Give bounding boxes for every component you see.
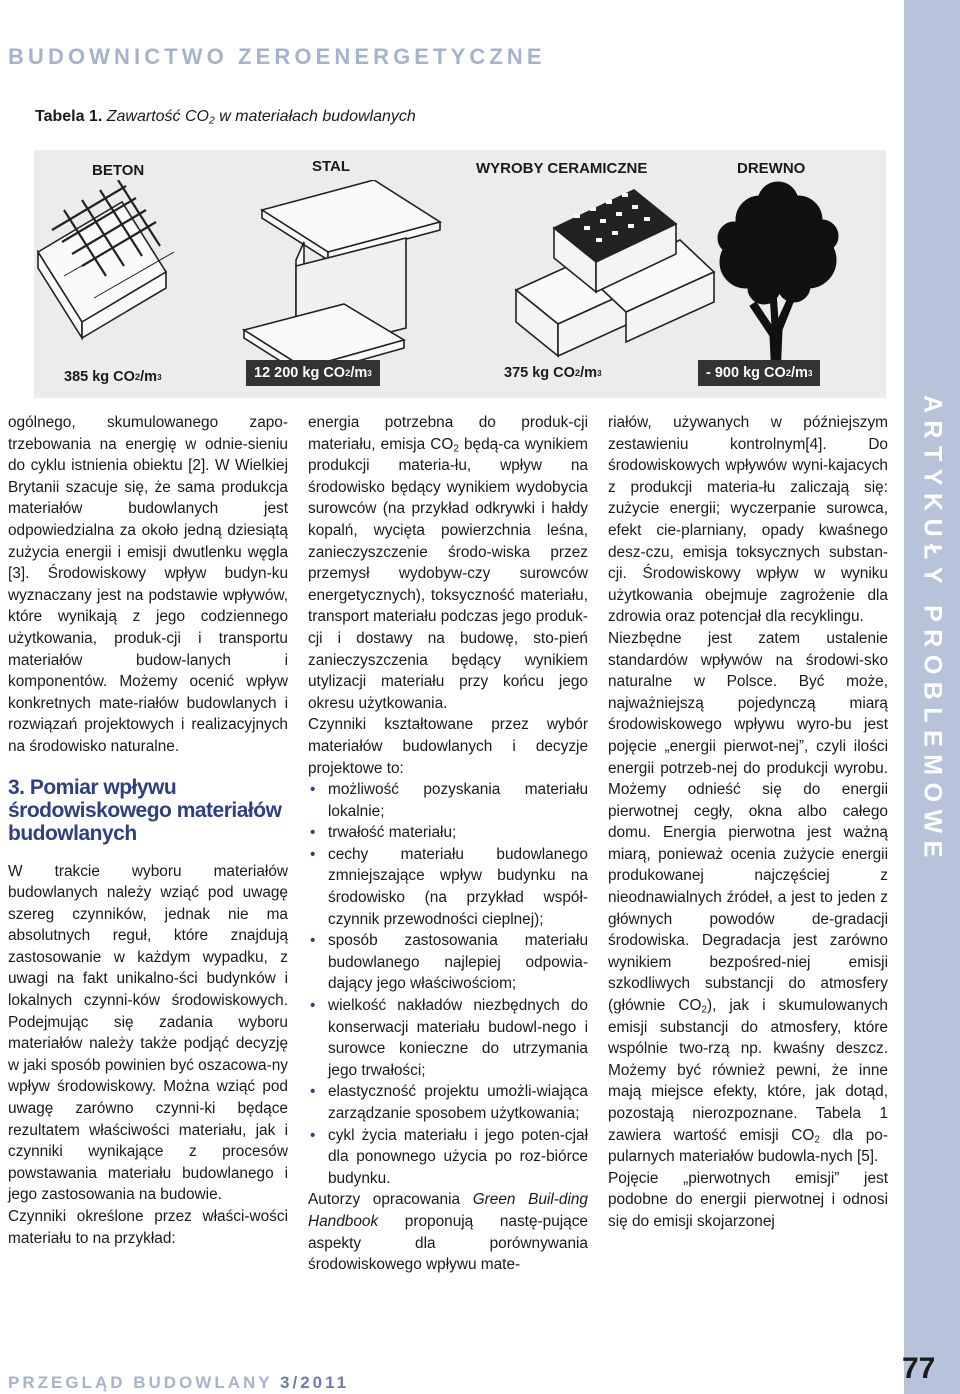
paragraph: Czynniki określone przez właści-wości materiału to na przykład:	[8, 1208, 288, 1247]
magazine-name: PRZEGLĄD BUDOWLANY	[8, 1373, 273, 1392]
section-heading: 3. Pomiar wpływu środowiskowego materiałów budowlanych	[8, 775, 282, 845]
text-column-3	[608, 412, 888, 1233]
ceramic-blocks-drawing	[516, 190, 714, 356]
list-item: • możliwość pozyskania materiału lokalnie;	[308, 779, 588, 822]
factor-list	[308, 779, 588, 1189]
steel-beam-drawing	[244, 180, 440, 376]
figure-value-stal: 12 200 kg CO 2 /m 3	[246, 360, 380, 386]
table-caption-text: Zawartość $CO_2$ w materiałach budowlanych	[106, 108, 416, 127]
paragraph: W trakcie wyboru materiałów budowlanych należy wziąć pod uwagę szereg czynników, jednak nie ma absolutnych reguł, które znajdują zastosowanie w każdym wypadku, z uwagi na fakt unikalno-ści budynków i lokalnych czynni-ków środowiskowych. Podejmując się zadania wyboru materiałów należy także podjąć decyzję w jaki sposób powinien być oszacowa-ny wpływ środowiskowy. Można wziąć pod uwagę zarówno czynni-ki będące rezultatem właściwości materiału, jak i czynniki wynikające z procesów powstawania materiału budowlanego i jego zastosowania na budowie.	[8, 862, 288, 1204]
paragraph: Niezbędne jest zatem ustalenie standardów wpływów na środowi-sko naturalne w Polsce. Być może, najważniejszą pojedynczą miarą środowiskowego wpływu wyro-bu jest pojęcie „energii pierwot-nej”, czyli ilości energii potrzeb-nej do produkcji wyrobu. Możemy odnieść się do energii pierwotnej cegły, okna albo całego domu. Energia pierwotna jest ważną miarą, ponieważ ocenia zużycie energii produkowanej najczęściej z nieodnawialnych źródeł, a jest to jeden z głównych powodów de-gradacji środowiska. Degradacja jest zarówno wynikiem bezpośred-niej emisji szkodliwych substancji do atmosfery (głównie $CO_2$), jak i skumulowanych emisji substancji do atmosfery, które wspólnie two-rzą np. kwaśny deszcz. Możemy być również pewni, że inne mają miejsce efekty, które, jak dotąd, pozostają nierozpoznane. Tabela 1 zawiera wartość emisji $CO_2$ dla po-pularnych materiałów budowla-nych [5].	[608, 629, 888, 1166]
figure-heading-drewno: DREWNO	[737, 160, 806, 177]
section-label: ARTYKUŁY PROBLEMOWE	[918, 395, 947, 865]
figure-value-beton: 385 kg CO 2 /m 3	[64, 369, 162, 385]
list-item: • wielkość nakładów niezbędnych do konserwacji materiału budowl-nego i surowce konieczne do utrzymania jego trwałości;	[308, 995, 588, 1081]
materials-illustration	[34, 180, 886, 380]
table-caption	[35, 108, 416, 126]
table-label: Tabela 1.	[35, 108, 103, 125]
figure-value-drewno: - 900 kg CO 2 /m 3	[698, 360, 820, 386]
running-header: BUDOWNICTWO ZEROENERGETYCZNE	[8, 44, 546, 69]
list-item: • cykl życia materiału i jego poten-cjał dla ponownego użycia po roz-biórce budynku.	[308, 1125, 588, 1190]
issue-number: 3/2011	[280, 1373, 350, 1392]
tree-drawing	[718, 182, 838, 378]
list-item: • sposób zastosowania materiału budowlanego najlepiej odpowia-dający jego właściwościom;	[308, 930, 588, 995]
running-footer	[8, 1373, 349, 1393]
paragraph: Pojęcie „pierwotnych emisji” jest podobne do energii pierwotnej i odnosi się do emisji skojarzonej	[608, 1169, 888, 1230]
paragraph: ogólnego, skumulowanego zapo-trzebowania na energię w odnie-sieniu do cyklu istnienia obiektu [2]. W Wielkiej Brytanii szacuje się, że sama produkcja materiałów budowlanych jest odpowiedzialna za około jedną dziesiątą zużycia energii i emisji dwutlenku węgla [3]. Środowiskowy wpływ budyn-ku wyznaczany jest na podstawie wpływów, które wynikają z jego codziennego użytkowania, produk-cji i transportu materiałów budow-lanych i komponentów. Możemy ocenić wpływ konkretnych mate-riałów budowlanych i rozwiązań projektowych i realizacyjnych na środowisko naturalne.	[8, 414, 288, 755]
concrete-slab-drawing	[38, 180, 174, 338]
figure-value-ceramika: 375 kg CO 2 /m 3	[504, 365, 602, 381]
list-item: • cechy materiału budowlanego zmniejszające wpływ budynku na środowisko (na przykład współ-czynnik przewodności cieplnej);	[308, 844, 588, 930]
list-item: • trwałość materiału;	[308, 822, 588, 844]
paragraph: Czynniki kształtowane przez wybór materiałów budowlanych i decyzje projektowe to:	[308, 716, 588, 777]
paragraph: Autorzy opracowania Green Buil-ding Handbook proponują nastę-pujące aspekty dla porównywania środowiskowego wpływu mate-	[308, 1191, 588, 1274]
list-item: • elastyczność projektu umożli-wiająca zarządzanie sposobem użytkowania;	[308, 1081, 588, 1124]
paragraph: riałów, używanych w późniejszym zestawieniu kontrolnym[4]. Do środowiskowych wpływów wyni-kajacych z produkcji materia-łu zaliczają się: zużycie energii; wyczerpanie surowca, efekt cie-plarniany, opady kwaśnego desz-czu, emisja toksycznych substan-cji. Środowiskowy wpływ w wyniku użytkowania obejmuje zagrożenie dla zdrowia oraz potencjał dla recyklingu.	[608, 414, 888, 626]
figure-heading-stal: STAL	[312, 158, 351, 175]
figure-heading-beton: BETON	[92, 162, 145, 179]
figure-heading-ceramika: WYROBY CERAMICZNE	[476, 160, 648, 177]
co2-materials-figure	[34, 150, 886, 398]
text-column-1	[8, 412, 288, 1249]
text-column-2	[308, 412, 588, 1276]
page-number: 77	[902, 1352, 936, 1385]
paragraph: energia potrzebna do produk-cji materiału, emisja $CO_2$ będą-ca wynikiem produkcji materia-łu, wpływ na środowisko będący wynikiem wydobycia surowców (na przykład odkrywki i hałdy kopalń, wycięta powierzchnia leśna, zanieczyszczenie środo-wiska przez przemysł wydobyw-czy surowców energetycznych), toksyczność materiału, transport materiału podczas jego produk-cji i dostawy na budowę, sto-pień zanieczyszczenia będący wynikiem utylizacji materiału przy końcu jego okresu użytkowania.	[308, 414, 588, 712]
